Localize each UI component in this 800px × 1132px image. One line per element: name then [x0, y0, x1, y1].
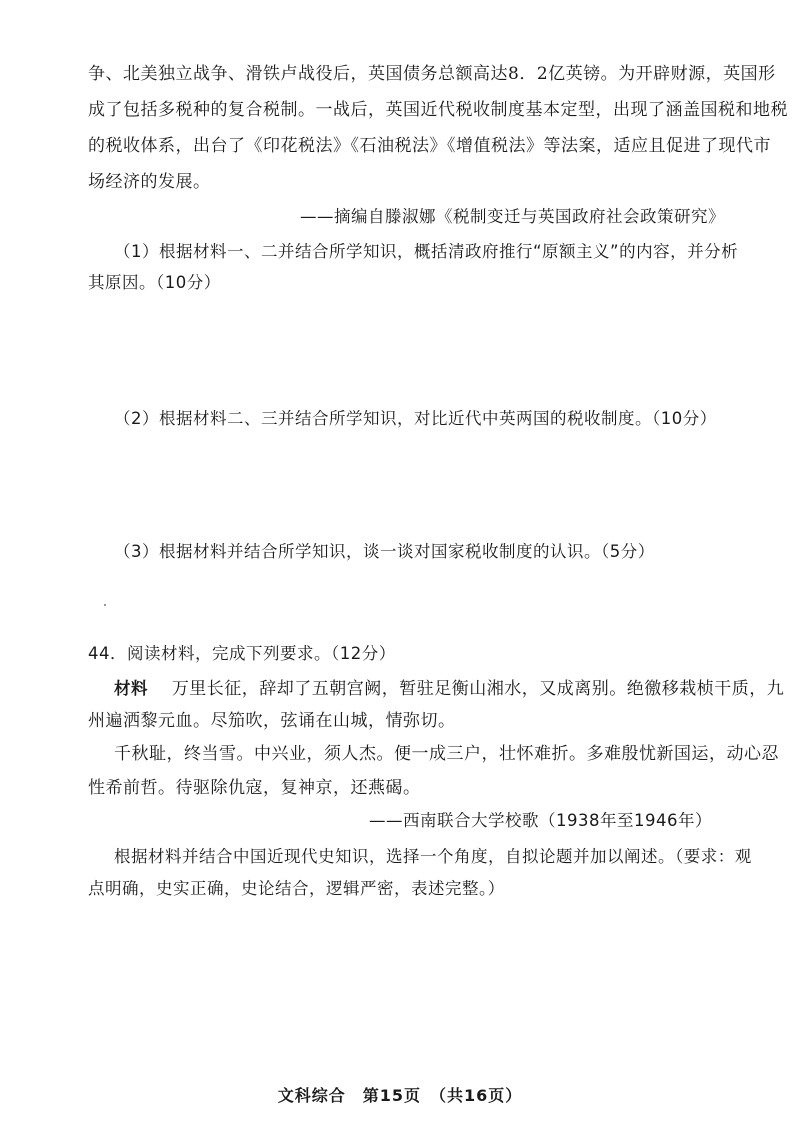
- question-2: （2）根据材料二、三并结合所学知识，对比近代中英两国的税收制度。（10分）: [114, 409, 717, 428]
- material3-line-2: 成了包括多税种的复合税制。一战后，英国近代税收制度基本定型，出现了涵盖国税和地税: [88, 100, 788, 120]
- page-footer: 文科综合 第15页 （共16页）: [277, 1086, 523, 1105]
- material3-line-4: 场经济的发展。: [88, 172, 211, 192]
- q44-material-line-1-text: 万里长征，辞却了五朝宫阙，暂驻足衡山湘水，又成离别。绝徼移栽桢干质，九: [171, 679, 785, 699]
- material3-line-1: 争、北美独立战争、滑铁卢战役后，英国债务总额高达8．2亿英镑。为开辟财源，英国形: [88, 64, 776, 84]
- q44-task-line-2: 点明确，史实正确，史论结合，逻辑严密，表述完整。）: [88, 879, 505, 898]
- q44-material-line-3: 千秋耻，终当雪。中兴业，须人杰。便一成三户，壮怀难折。多难殷忧新国运，动心忍: [114, 744, 779, 764]
- question-1-line-1: （1）根据材料一、二并结合所学知识，概括清政府推行“原额主义”的内容，并分析: [114, 242, 739, 261]
- q44-material-line-1: [114, 677, 784, 701]
- q44-material-line-2: 州遍洒黎元血。尽笳吹，弦诵在山城，情弥切。: [88, 711, 456, 731]
- material3-source: ——摘编自滕淑娜《税制变迁与英国政府社会政策研究》: [300, 207, 725, 226]
- question-3: （3）根据材料并结合所学知识，谈一谈对国家税收制度的认识。（5分）: [114, 542, 655, 561]
- material3-line-3: 的税收体系，出台了《印花税法》《石油税法》《增值税法》等法案，适应且促进了现代市: [88, 136, 771, 156]
- scan-speck: [104, 604, 106, 606]
- q44-task-line-1: 根据材料并结合中国近现代史知识，选择一个角度，自拟论题并加以阐述。（要求：观: [114, 847, 752, 866]
- q44-source: ——西南联合大学校歌（1938年至1946年）: [369, 811, 712, 830]
- question-44-heading: 44．阅读材料，完成下列要求。（12分）: [88, 644, 396, 663]
- q44-material-label: 材料: [114, 679, 148, 698]
- q44-material-line-4: 性希前哲。待驱除仇寇，复神京，还燕碣。: [88, 778, 421, 798]
- question-1-line-2: 其原因。（10分）: [88, 273, 221, 292]
